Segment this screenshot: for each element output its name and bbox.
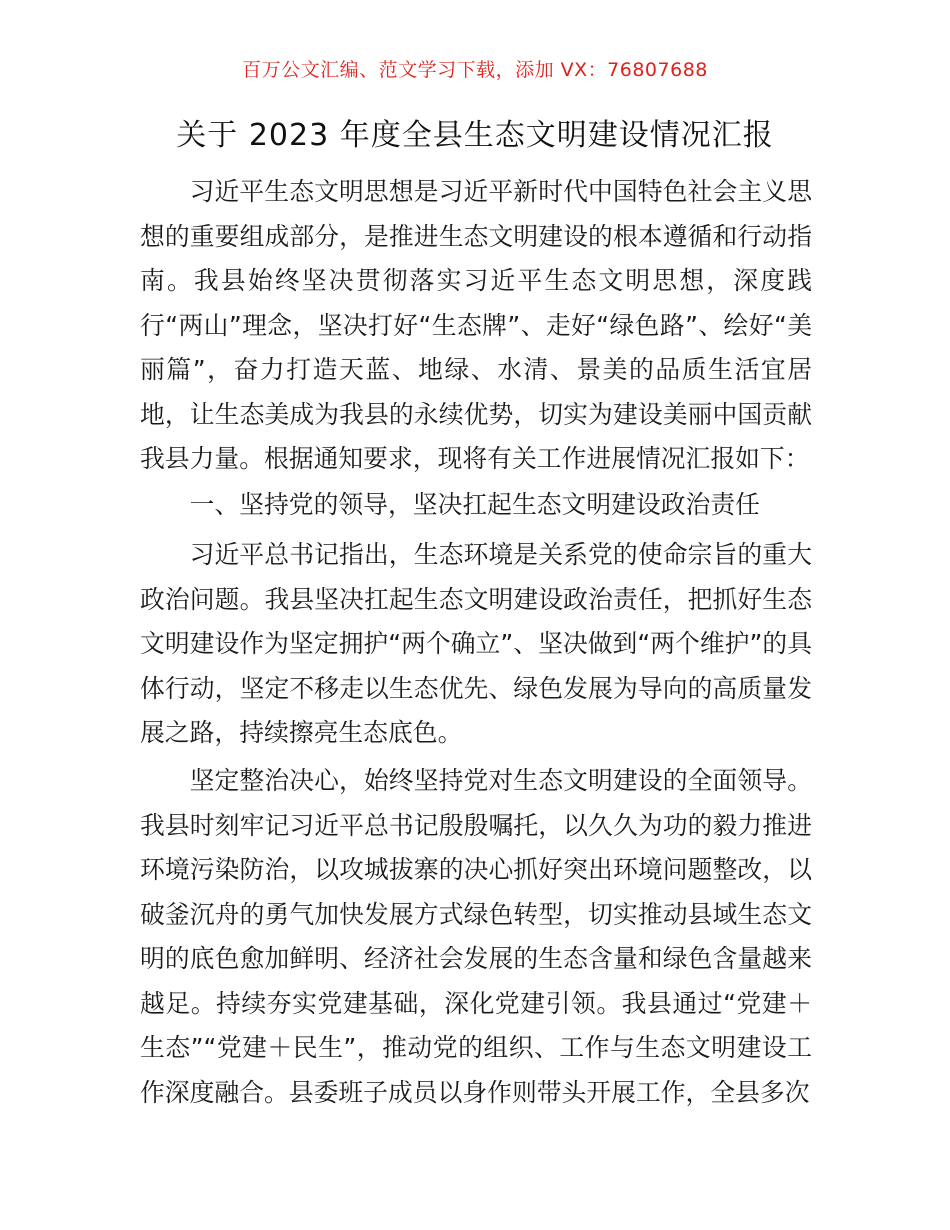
document-title: 关于 2023 年度全县生态文明建设情况汇报 — [176, 118, 774, 153]
section-heading-1: 一、坚持党的领导，坚决扛起生态文明建设政治责任 — [189, 490, 760, 519]
header-watermark: 百万公文汇编、范文学习下载，添加 VX：76807688 — [242, 59, 708, 81]
section-heading-block — [140, 483, 812, 528]
paragraph-block — [140, 533, 812, 756]
paragraph-3: 坚定整治决心，始终坚持党对生态文明建设的全面领导。我县时刻牢记习近平总书记殷殷嘱托，以久久为功的毅力推进环境污染防治，以攻城拔寨的决心抓好突出环境问题整改，以破釜沉舟的勇气加快发展方式绿色转型，切实推动县域生态文明的底色愈加鲜明、经济社会发展的生态含量和绿色含量越来越足。持续夯实党建基础，深化党建引领。我县通过“党建＋生态”“党建＋民生”，推动党的组织、工作与生态文明建设工作深度融合。县委班子成员以身作则带头开展工作，全县多次 — [140, 766, 812, 1107]
paragraph-2: 习近平总书记指出，生态环境是关系党的使命宗旨的重大政治问题。我县坚决扛起生态文明建设政治责任，把抓好生态文明建设作为坚定拥护“两个确立”、坚决做到“两个维护”的具体行动，坚定不移走以生态优先、绿色发展为导向的高质量发展之路，持续擦亮生态底色。 — [140, 540, 812, 747]
paragraph-intro: 习近平生态文明思想是习近平新时代中国特色社会主义思想的重要组成部分，是推进生态文明建设的根本遵循和行动指南。我县始终坚决贯彻落实习近平生态文明思想，深度践行“两山”理念，坚决打好“生态牌”、走好“绿色路”、绘好“美丽篇”，奋力打造天蓝、地绿、水清、景美的品质生活宜居地，让生态美成为我县的永续优势，切实为建设美丽中国贡献我县力量。根据通知要求，现将有关工作进展情况汇报如下： — [140, 177, 812, 473]
paragraph-block — [140, 170, 812, 482]
paragraph-block — [140, 759, 812, 1115]
